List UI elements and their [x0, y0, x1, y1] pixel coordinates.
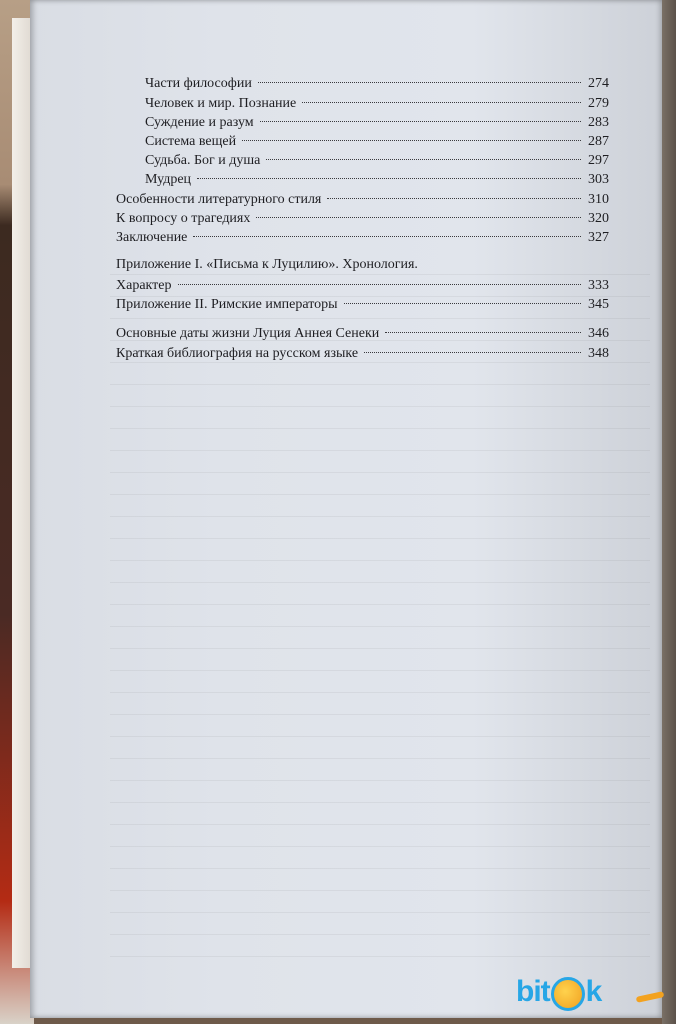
toc-entry: [116, 190, 609, 210]
toc-leader-dots: [364, 352, 581, 353]
toc-entry: [116, 295, 609, 315]
watermark-logo: [516, 972, 666, 1012]
toc-entry-title: Система вещей: [145, 134, 237, 149]
toc-entry-title: Судьба. Бог и душа: [145, 153, 261, 168]
toc-entry-page: 327: [588, 230, 609, 245]
toc-entry-page: 345: [588, 297, 609, 312]
toc-entry: [116, 276, 609, 296]
watermark-text-start: bit: [516, 975, 550, 1008]
toc-entry-title: Суждение и разум: [145, 115, 254, 130]
toc-entry-title: Заключение: [116, 230, 188, 245]
toc-leader-dots: [178, 284, 582, 285]
toc-leader-dots: [266, 159, 581, 160]
toc-leader-dots: [242, 140, 581, 141]
toc-entry-title: Приложение I. «Письма к Луцилию». Хронология.: [116, 257, 418, 272]
toc-entry: [116, 209, 609, 229]
toc-entry-page: 320: [588, 211, 609, 226]
toc-leader-dots: [256, 217, 581, 218]
toc-entry-title: Характер: [116, 278, 172, 293]
toc-entry-page: 297: [588, 153, 609, 168]
toc-entry-title: Части философии: [145, 76, 252, 91]
toc-entry-page: 287: [588, 134, 609, 149]
toc-leader-dots: [258, 82, 581, 83]
toc-entry-title: Приложение II. Римские императоры: [116, 297, 338, 312]
toc-entry: [145, 113, 609, 133]
toc-entry: [145, 74, 609, 94]
toc-entry-title: Человек и мир. Познание: [145, 96, 297, 111]
toc-entry: [116, 344, 609, 364]
toc-entry-title: Основные даты жизни Луция Аннея Сенеки: [116, 326, 380, 341]
toc-entry-title: К вопросу о трагедиях: [116, 211, 251, 226]
toc-entry-title: Особенности литературного стиля: [116, 192, 322, 207]
watermark-text-end: k: [585, 975, 602, 1008]
toc-leader-dots: [344, 303, 581, 304]
toc-leader-dots: [327, 198, 581, 199]
toc-entry-page: 274: [588, 76, 609, 91]
toc-leader-dots: [385, 332, 581, 333]
toc-entry-title: Мудрец: [145, 172, 192, 187]
toc-entry-page: 346: [588, 326, 609, 341]
toc-entry: [145, 94, 609, 114]
toc-entry: [145, 151, 609, 171]
toc-entry-page: 348: [588, 346, 609, 361]
toc-entry: [145, 132, 609, 152]
swoosh-icon: [636, 991, 665, 1003]
toc-leader-dots: [197, 178, 581, 179]
toc-leader-dots: [193, 236, 581, 237]
toc-entry-page: 283: [588, 115, 609, 130]
toc-entry-page: 279: [588, 96, 609, 111]
toc-entry: [116, 324, 609, 344]
toc-entry-page: 310: [588, 192, 609, 207]
toc-leader-dots: [302, 102, 581, 103]
toc-entry-page: 333: [588, 278, 609, 293]
toc-entry-title: Краткая библиография на русском языке: [116, 346, 359, 361]
coin-icon: [551, 977, 585, 1011]
toc-entry: [145, 170, 609, 190]
toc-entry: [116, 228, 609, 248]
toc-leader-dots: [260, 121, 581, 122]
toc-entry-page: 303: [588, 172, 609, 187]
